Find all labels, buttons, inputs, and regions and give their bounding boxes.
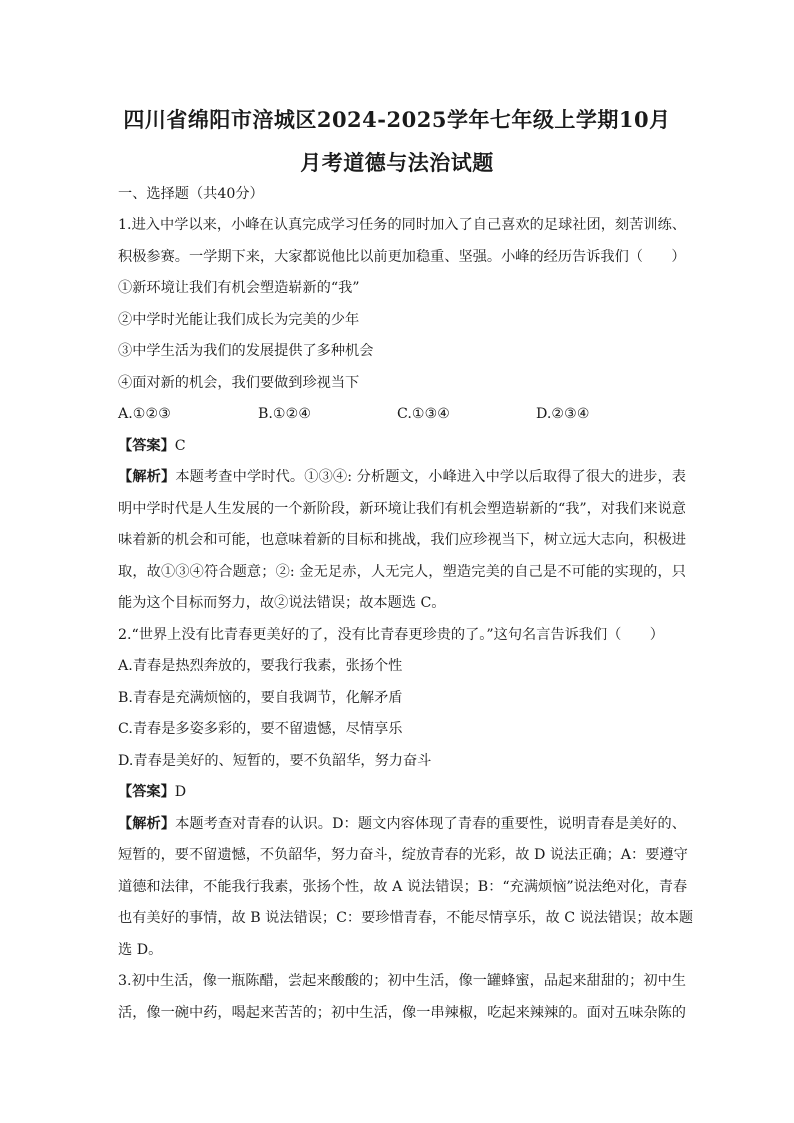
question-1-option-c: C.①③④ bbox=[397, 406, 451, 422]
question-2-option-c: C.青春是多姿多彩的，要不留遗憾，尽情享乐 bbox=[118, 721, 403, 737]
answer-tag: 【答案】 bbox=[118, 438, 175, 454]
answer-value: D bbox=[174, 784, 187, 800]
question-1-analysis-line: 明中学时代是人生发展的一个新阶段，新环境让我们有机会塑造崭新的“我”，对我们来说意 bbox=[118, 501, 686, 517]
question-2-analysis-line: 短暂的，要不留遗憾，不负韶华，努力奋斗，绽放青春的光彩，故 D 说法正确；A：要遵守 bbox=[118, 847, 688, 863]
question-1-analysis-line: 味着新的机会和可能，也意味着新的目标和挑战，我们应珍视当下，树立远大志向，积极进 bbox=[118, 532, 686, 548]
question-1-stem-line: 积极参赛。一学期下来，大家都说他比以前更加稳重、坚强。小峰的经历告诉我们（ ） bbox=[118, 249, 686, 265]
question-1-statement: ③中学生活为我们的发展提供了多种机会 bbox=[118, 343, 374, 359]
question-2-option-d: D.青春是美好的、短暂的，要不负韶华，努力奋斗 bbox=[118, 753, 432, 769]
question-3-stem-line: 活，像一碗中药，喝起来苦苦的；初中生活，像一串辣椒，吃起来辣辣的。面对五味杂陈的 bbox=[118, 1005, 686, 1021]
question-1-analysis-line bbox=[118, 467, 686, 487]
question-1-option-b: B.①②④ bbox=[258, 406, 312, 422]
question-1-stem-line: 1.进入中学以来，小峰在认真完成学习任务的同时加入了自己喜欢的足球社团，刻苦训练、 bbox=[118, 217, 686, 233]
question-2-answer bbox=[118, 782, 686, 802]
question-1-option-a: A.①②③ bbox=[118, 406, 171, 422]
answer-value: C bbox=[174, 438, 186, 454]
question-2-analysis-line bbox=[118, 814, 686, 834]
analysis-tag: 【解析】 bbox=[118, 469, 176, 485]
question-2-analysis-line: 道德和法律，不能我行我素，张扬个性，故 A 说法错误；B：“充满烦恼”说法绝对化，青春 bbox=[118, 879, 688, 895]
question-3-stem-line: 3.初中生活，像一瓶陈醋，尝起来酸酸的；初中生活，像一罐蜂蜜，品起来甜甜的；初中生 bbox=[118, 973, 686, 989]
document-title-line2: 月考道德与法治试题 bbox=[300, 150, 494, 175]
question-1-option-d: D.②③④ bbox=[536, 406, 590, 422]
analysis-tag: 【解析】 bbox=[118, 816, 176, 832]
question-2-option-b: B.青春是充满烦恼的，要自我调节，化解矛盾 bbox=[118, 690, 403, 706]
answer-tag: 【答案】 bbox=[118, 784, 175, 800]
document-title-line1: 四川省绵阳市涪城区2024-2025学年七年级上学期10月 bbox=[123, 107, 671, 132]
question-1-analysis-line: 能为这个目标而努力，故②说法错误；故本题选 C。 bbox=[118, 595, 446, 611]
question-2-analysis-line: 也有美好的事情，故 B 说法错误；C：要珍惜青春，不能尽情享乐，故 C 说法错误；故本题 bbox=[118, 910, 694, 926]
question-1-answer bbox=[118, 436, 686, 456]
question-2-analysis-line: 选 D。 bbox=[118, 942, 163, 958]
question-2-option-a: A.青春是热烈奔放的，要我行我素，张扬个性 bbox=[118, 658, 403, 674]
question-1-statement: ②中学时光能让我们成长为完美的少年 bbox=[118, 312, 360, 328]
analysis-text: 本题考查对青春的认识。D：题文内容体现了青春的重要性，说明青春是美好的、 bbox=[175, 816, 686, 832]
analysis-text: 本题考查中学时代。①③④: 分析题文，小峰进入中学以后取得了很大的进步，表 bbox=[175, 469, 686, 485]
question-1-statement: ④面对新的机会，我们要做到珍视当下 bbox=[118, 375, 360, 391]
question-1-analysis-line: 取，故①③④符合题意；②: 金无足赤，人无完人，塑造完美的自己是不可能的实现的，只 bbox=[118, 564, 686, 580]
question-2-stem-line: 2.“世界上没有比青春更美好的了，没有比青春更珍贵的了。”这句名言告诉我们（ ） bbox=[118, 627, 664, 643]
question-1-statement: ①新环境让我们有机会塑造崭新的“我” bbox=[118, 280, 360, 296]
section-heading: 一、选择题（共40分） bbox=[118, 186, 264, 202]
